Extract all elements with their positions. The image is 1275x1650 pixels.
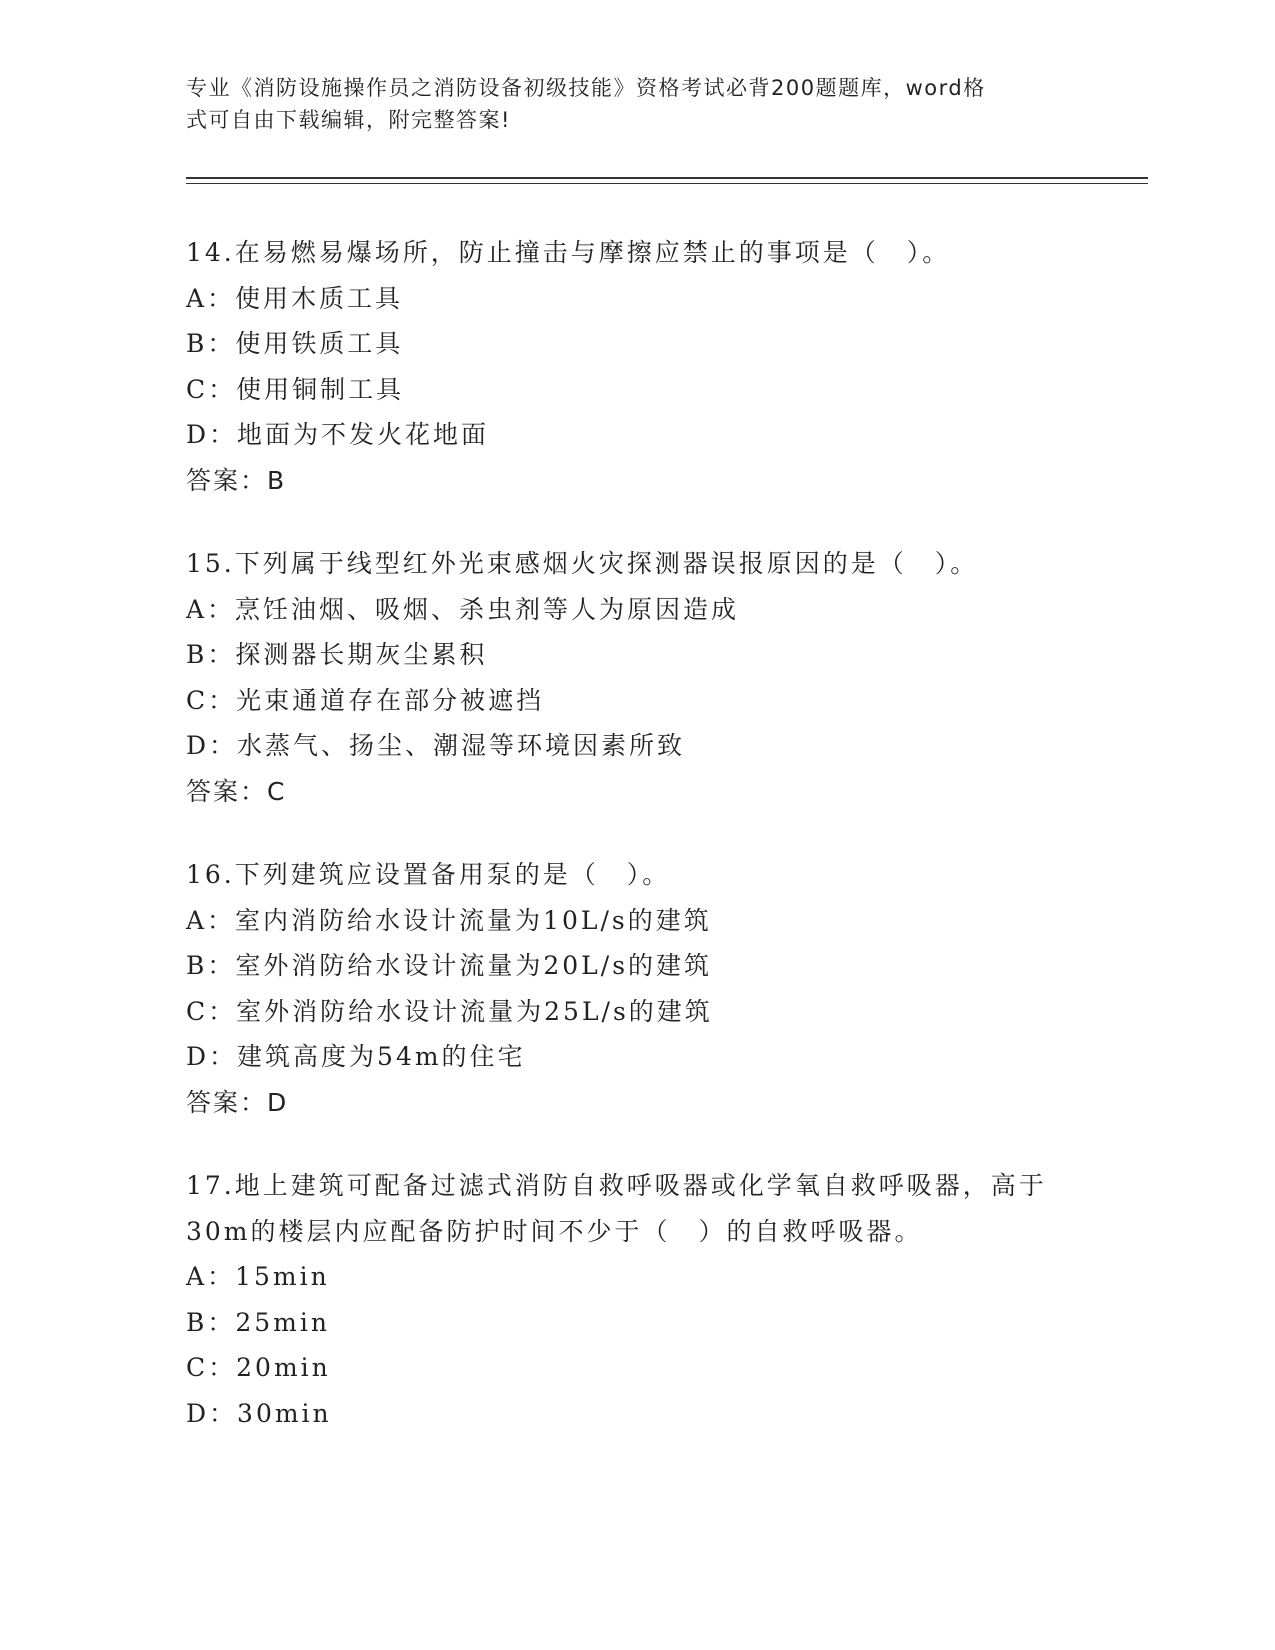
- option-a: A：15min: [186, 1262, 330, 1291]
- option-a: A：使用木质工具: [186, 283, 404, 313]
- question-list: [186, 230, 1086, 1474]
- question-17: [186, 1163, 1086, 1436]
- option-a: A：室内消防给水设计流量为10L/s的建筑: [186, 905, 712, 935]
- answer-label: 答案：B: [186, 465, 287, 495]
- answer-label: 答案：D: [186, 1087, 289, 1117]
- header-divider-top: [186, 177, 1148, 179]
- option-d: D：建筑高度为54m的住宅: [186, 1042, 526, 1071]
- question-stem: 16.下列建筑应设置备用泵的是（ ）。: [186, 860, 671, 889]
- option-c: C：光束通道存在部分被遮挡: [186, 685, 545, 715]
- question-stem-line-1: 17.地上建筑可配备过滤式消防自救呼吸器或化学氧自救呼吸器，高于: [186, 1171, 1047, 1200]
- option-b: B：使用铁质工具: [186, 329, 404, 358]
- option-c: C：20min: [186, 1353, 331, 1382]
- option-b: B：室外消防给水设计流量为20L/s的建筑: [186, 951, 713, 980]
- option-d: D：地面为不发火花地面: [186, 420, 490, 449]
- option-d: D：水蒸气、扬尘、潮湿等环境因素所致: [186, 731, 686, 760]
- option-c: C：室外消防给水设计流量为25L/s的建筑: [186, 996, 713, 1026]
- header-line-2: 式可自由下载编辑，附完整答案!: [186, 108, 511, 132]
- question-14: [186, 230, 1086, 503]
- option-b: B：探测器长期灰尘累积: [186, 640, 488, 669]
- option-c: C：使用铜制工具: [186, 374, 405, 404]
- option-a: A：烹饪油烟、吸烟、杀虫剂等人为原因造成: [186, 594, 740, 624]
- question-stem: 14.在易燃易爆场所，防止撞击与摩擦应禁止的事项是（ ）。: [186, 238, 951, 267]
- question-stem-line-2: 30m的楼层内应配备防护时间不少于（ ）的自救呼吸器。: [186, 1216, 923, 1246]
- question-stem: 15.下列属于线型红外光束感烟火灾探测器误报原因的是（ ）。: [186, 549, 979, 578]
- question-15: [186, 541, 1086, 814]
- document-header: [186, 72, 1086, 136]
- option-d: D：30min: [186, 1398, 332, 1428]
- option-b: B：25min: [186, 1307, 330, 1337]
- header-line-1: 专业《消防设施操作员之消防设备初级技能》资格考试必背200题题库，word格: [186, 76, 986, 100]
- question-16: [186, 852, 1086, 1125]
- answer-label: 答案：C: [186, 776, 287, 806]
- header-divider-bottom: [186, 183, 1148, 184]
